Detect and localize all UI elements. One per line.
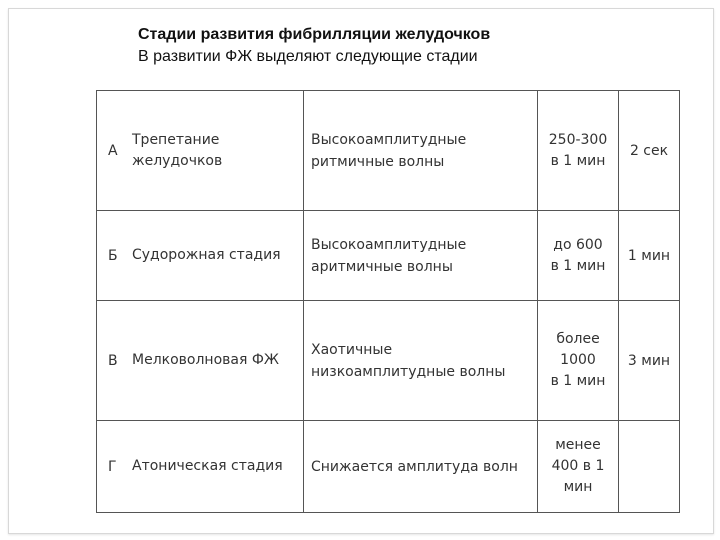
stage-duration: 3 мин	[619, 301, 680, 421]
table-row	[97, 211, 680, 301]
stage-duration	[619, 421, 680, 513]
table-row	[97, 301, 680, 421]
stage-description: Высокоамплитудные аритмичные волны	[304, 211, 538, 301]
stage-description: Снижается амплитуда волн	[304, 421, 538, 513]
stage-letter: Б	[97, 211, 131, 301]
stage-description: Хаотичные низкоамплитудные волны	[304, 301, 538, 421]
slide-header	[138, 24, 658, 68]
stage-name: Трепетание желудочков	[130, 91, 304, 211]
stage-duration: 1 мин	[619, 211, 680, 301]
stage-rate: 250-300 в 1 мин	[538, 91, 619, 211]
stage-letter: В	[97, 301, 131, 421]
stage-letter: А	[97, 91, 131, 211]
stages-table	[96, 90, 680, 513]
slide-subtitle: В развитии ФЖ выделяют следующие стадии	[138, 48, 478, 65]
stage-rate: менее 400 в 1 мин	[538, 421, 619, 513]
stage-rate: до 600 в 1 мин	[538, 211, 619, 301]
stage-name: Мелковолновая ФЖ	[130, 301, 304, 421]
stage-letter: Г	[97, 421, 131, 513]
stage-name: Атоническая стадия	[130, 421, 304, 513]
stage-description: Высокоамплитудные ритмичные волны	[304, 91, 538, 211]
table-row	[97, 91, 680, 211]
slide-title: Стадии развития фибрилляции желудочков	[138, 26, 491, 43]
stage-duration: 2 сек	[619, 91, 680, 211]
stage-rate: более 1000 в 1 мин	[538, 301, 619, 421]
stage-name: Судорожная стадия	[130, 211, 304, 301]
table-row	[97, 421, 680, 513]
